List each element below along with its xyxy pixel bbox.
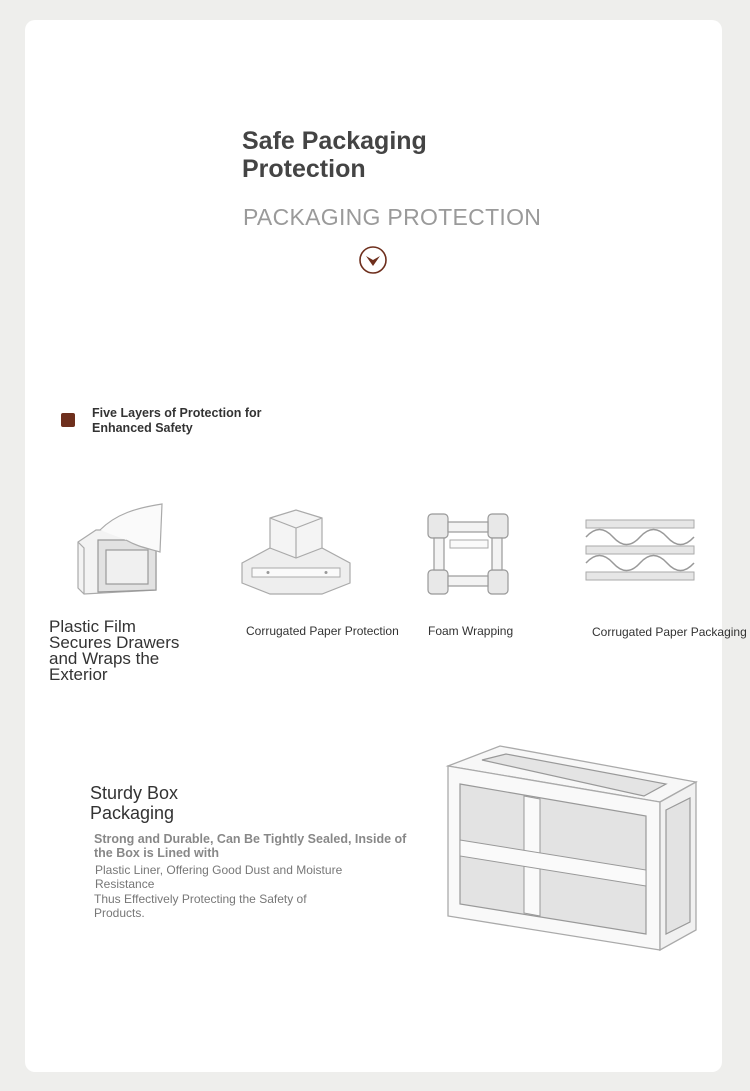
foam-frame-icon [426,512,512,596]
box-description-3: Thus Effectively Protecting the Safety of Products. [94,892,307,920]
chevron-down-icon [358,245,388,275]
scroll-down-button[interactable] [358,245,388,275]
plastic-film-box-icon [76,500,168,598]
bullet-marker [61,413,75,427]
page-title: Safe Packaging Protection [242,127,427,183]
layer-caption-corrugated-protection: Corrugated Paper Protection [246,624,399,638]
corrugated-sheet-icon [584,518,696,582]
box-description-1: Strong and Durable, Can Be Tightly Sealed, Inside of the Box is Lined with [94,832,407,860]
layer-caption-foam-wrapping: Foam Wrapping [428,624,514,638]
page-subtitle: PACKAGING PROTECTION [243,204,542,230]
shipping-crate-icon [444,744,700,954]
feature-heading: Five Layers of Protection for Enhanced Safety [92,406,262,435]
box-title: Sturdy Box Packaging [90,783,179,823]
box-description-2: Plastic Liner, Offering Good Dust and Moisture Resistance [95,863,343,891]
corrugated-corner-icon [240,508,352,598]
layer-caption-plastic-film: Plastic Film Secures Drawers and Wraps the Exterior [49,617,180,684]
layer-caption-corrugated-packaging: Corrugated Paper Packaging [592,625,747,639]
